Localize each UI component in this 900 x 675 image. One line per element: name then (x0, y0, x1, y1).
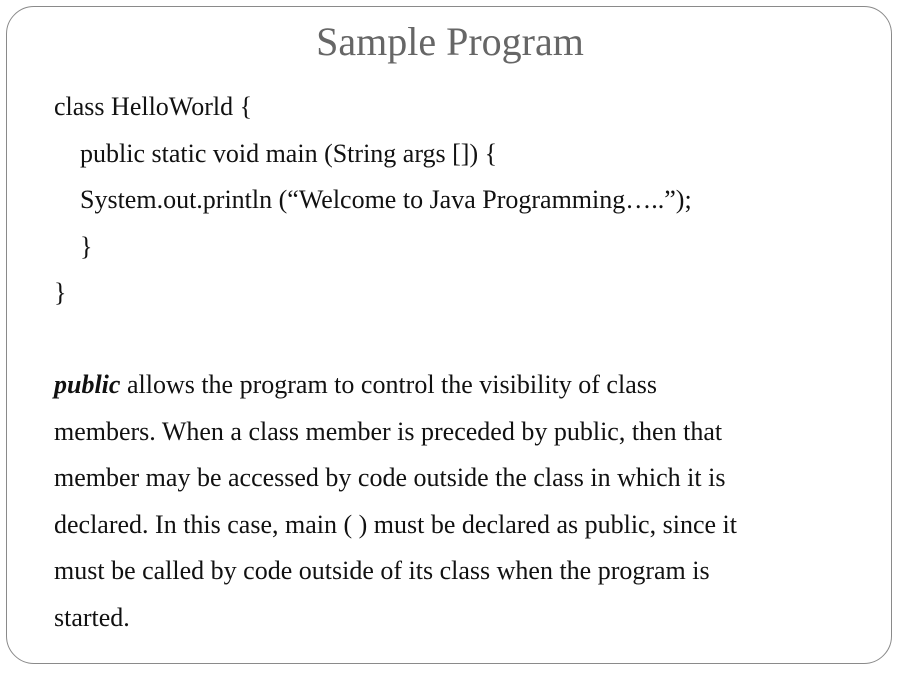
code-line-main-method: public static void main (String args []) { (80, 138, 498, 168)
code-line-class-declaration: class HelloWorld { (54, 92, 253, 121)
code-block (54, 86, 692, 319)
code-line-class-close-brace: } (54, 278, 67, 307)
description-paragraph (54, 364, 844, 643)
code-line-method-close-brace: } (80, 231, 93, 261)
code-line-println: System.out.println (“Welcome to Java Programming…..”); (80, 185, 692, 214)
description-line: member may be accessed by code outside the class in which it is (54, 463, 726, 492)
description-line: members. When a class member is preceded by public, then that (54, 416, 723, 446)
description-first-line-text: allows the program to control the visibility of class (120, 370, 657, 399)
public-keyword: public (54, 370, 121, 399)
description-line (54, 364, 844, 411)
description-line: started. (54, 602, 130, 632)
description-line: declared. In this case, main ( ) must be declared as public, since it (54, 509, 737, 539)
slide-title: Sample Program (316, 19, 584, 64)
description-line: must be called by code outside of its class when the program is (54, 556, 710, 585)
